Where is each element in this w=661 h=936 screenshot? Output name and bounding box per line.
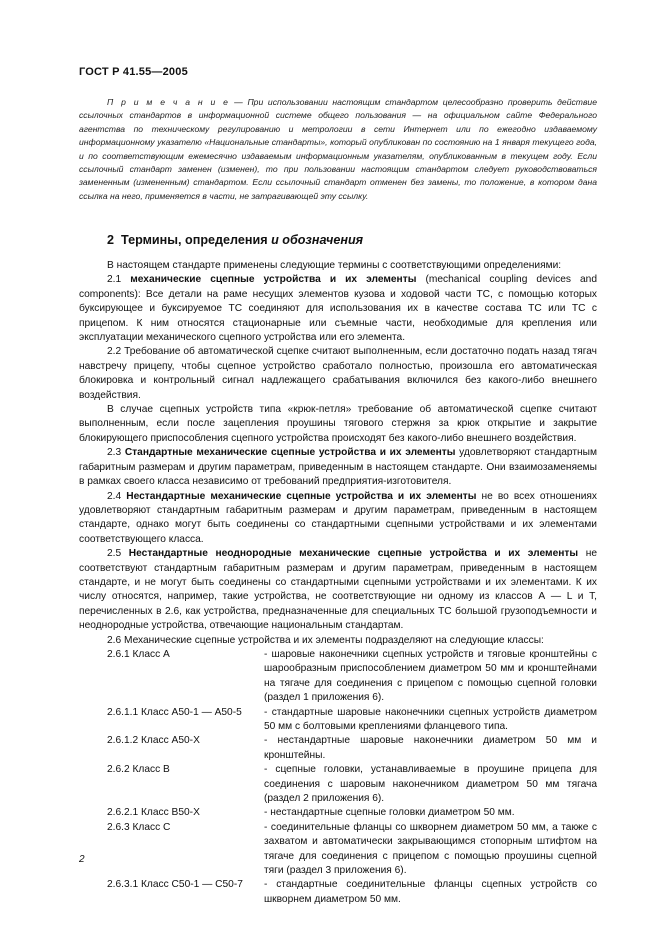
paragraph-2-4 (79, 490, 597, 548)
class-code: 2.6.3 Класс С (107, 821, 171, 833)
class-description: - шаровые наконечники сцепных устройств и тяговые кронштейны с шарообразным приспособлением диаметром 50 мм и кронштейнами на тягаче для соединения с прицепом с помощью сцепной головки (раздел 1 приложения 6). (264, 648, 597, 704)
paragraph-2-2-hook: В случае сцепных устройств типа «крюк-петля» требование об автоматической сцепке считают выполненным, если после зацепления проушины тягового стержня за крюк открытие и закрытие блокирующего приспособления сцепного устройства происходят без какого-либо внешнего воздействия. (79, 404, 597, 444)
term-mechanical-coupling: механические сцепные устройства и их элементы (130, 274, 417, 286)
class-code: 2.6.1 Класс А (107, 648, 170, 660)
definition-text: не во всех отношениях удовлетворяют стандартным габаритным размерам и другим параметрам, приведенным в настоящем стандарте, однако могут быть соединены со стандартными сцепными устройствами и их элементами соответствующего класса. (79, 490, 597, 545)
clause-number: 2.4 (107, 490, 122, 502)
definition-text: удовлетворяют стандартным габаритным размерам и другим параметрам, приведенным в настоящем стандарте. Они взаимозаменяемы в рамках своего класса независимо от требований предприятия-изготовителя. (79, 447, 597, 488)
class-code: 2.6.1.1 Класс А50-1 — А50-5 (107, 706, 242, 718)
class-row (79, 806, 597, 820)
class-row (79, 763, 597, 806)
section-number: 2 (107, 233, 115, 247)
reference-note (79, 96, 597, 203)
document-header (79, 66, 188, 78)
class-row (79, 734, 597, 763)
standard-id: ГОСТ Р 41.55—2005 (79, 66, 188, 78)
section-heading (107, 233, 363, 247)
class-description: - нестандартные шаровые наконечники диаметром 50 мм и кронштейны. (264, 735, 597, 761)
clause-number: 2.5 (107, 548, 122, 560)
definition-text: не соответствуют стандартным габаритным размерам и другим параметрам, приведенным в настоящем стандарте, и не могут быть соединены со стандартными сцепными устройствами и их элементами. К их числу относятся, например, такие устройства, не соответствующие ни одному из классов А — L и Т, перечисленных в 2.6, как устройства, предназначенные для специальных ТС большой грузоподъемности и неоднородные устройства, отвечающие национальным стандартам. (79, 548, 597, 632)
term-standard-coupling: Стандартные механические сцепные устройства и их элементы (124, 447, 456, 459)
section-body (79, 259, 597, 907)
class-description: - сцепные головки, устанавливаемые в проушине прицепа для соединения с шаровым наконечником диаметром 50 мм тягача (раздел 2 приложения 6). (264, 764, 597, 805)
paragraph-2-6: 2.6 Механические сцепные устройства и их элементы подразделяют на следующие классы: (107, 634, 544, 646)
clause-number: 2.3 (107, 447, 122, 459)
class-description: - соединительные фланцы со шкворнем диаметром 50 мм, а также с захватом и автоматически закрывающимся стопорным штифтом на тягаче для соединения с прицепом с помощью проушины сцепной тяги (раздел 3 приложения 6). (264, 821, 597, 877)
definition-text: (mechanical coupling devices and components): Все детали на раме несущих элементов кузова и ходовой части ТС, с помощью которых буксирующее и буксируемое ТС соединяют для использования их в качестве состава ТС или ТС с прицепом. К ним относятся стационарные или съемные части, необходимые для крепления или эксплуатации механического сцепного устройства или его элемента. (79, 274, 598, 344)
section-title-main: Термины, определения (121, 233, 268, 247)
paragraph-2-3 (79, 446, 597, 489)
clause-number: 2.1 (107, 274, 122, 286)
class-code: 2.6.3.1 Класс С50-1 — С50-7 (107, 879, 243, 891)
class-description: - стандартные соединительные фланцы сцепных устройств со шкворнем диаметром 50 мм. (264, 879, 597, 905)
class-code: 2.6.1.2 Класс А50-Х (107, 735, 200, 747)
intro-paragraph: В настоящем стандарте применены следующие термины с соответствующими определениями: (107, 260, 562, 271)
term-nonstandard-heterogeneous: Нестандартные неоднородные механические сцепные устройства и их элементы (128, 548, 579, 560)
class-row (79, 648, 597, 706)
note-text: — При использовании настоящим стандартом целесообразно проверить действие ссылочных стандартов в информационной системе общего пользования — на официальном сайте Федерального агентства по техническому регулированию и метрологии в сети Интернет или по ежегодно издаваемому информационному указателю «Национальные стандарты», который опубликован по состоянию на 1 января текущего года, и по соответствующим ежемесячно издаваемым информационным указателям, опубликованным в текущем году. Если ссылочный стандарт заменен (изменен), то при пользовании настоящим стандартом следует руководствоваться замененным (измененным) стандартом. Если ссылочный стандарт отменен без замены, то положение, в котором дана ссылка на него, применяется в части, не затрагивающей эту ссылку. (79, 97, 597, 201)
class-code: 2.6.2.1 Класс В50-Х (107, 807, 200, 819)
class-description: - стандартные шаровые наконечники сцепных устройств диаметром 50 мм с болтовыми креплениями фланцевого типа. (264, 706, 597, 732)
note-lead: П р и м е ч а н и е (107, 97, 230, 107)
paragraph-2-2: 2.2 Требование об автоматической сцепке считают выполненным, если достаточно подать назад тягач навстречу прицепу, чтобы сцепное устройство сработало полностью, произошла его автоматическая блокировка и контрольный сигнал надлежащего срабатывания включился без какого-либо внешнего воздействия. (79, 346, 597, 401)
paragraph-2-1 (79, 273, 597, 345)
page-number: 2 (79, 854, 85, 865)
class-code: 2.6.2 Класс В (107, 764, 170, 776)
section-title-italic: и обозначения (271, 233, 364, 247)
class-row (79, 821, 597, 879)
class-row (79, 706, 597, 735)
paragraph-2-5 (79, 547, 597, 633)
class-description: - нестандартные сцепные головки диаметром 50 мм. (264, 807, 515, 819)
term-nonstandard-coupling: Нестандартные механические сцепные устройства и их элементы (126, 490, 477, 502)
class-row (79, 878, 597, 907)
